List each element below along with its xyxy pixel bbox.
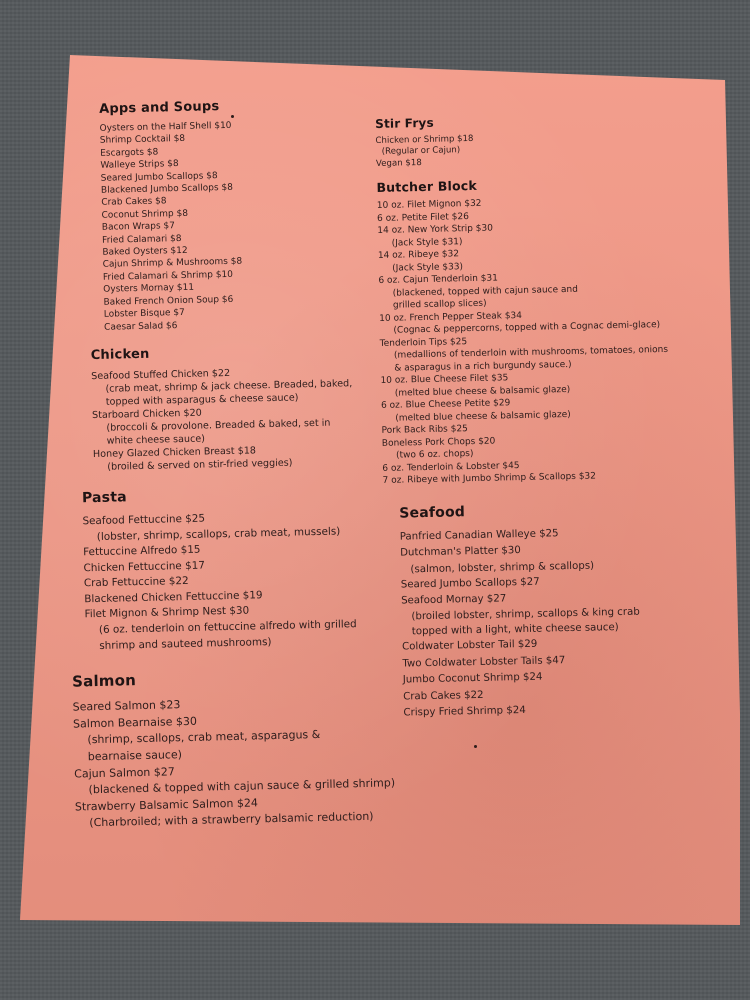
menu-item-title: Crab Cakes $8 bbox=[101, 196, 167, 209]
menu-item-description: (Jack Style $31) bbox=[391, 236, 463, 249]
menu-item-title: Baked French Onion Soup $6 bbox=[103, 294, 234, 308]
menu-item-title: Crispy Fried Shrimp $24 bbox=[403, 704, 526, 719]
menu-item-title: 7 oz. Ribeye with Jumbo Shrimp & Scallops $32 bbox=[382, 471, 597, 487]
menu-item-title: Coconut Shrimp $8 bbox=[101, 208, 189, 221]
menu-item-description: (melted blue cheese & balsamic glaze) bbox=[395, 409, 571, 424]
menu-item-title: Chicken Fettuccine $17 bbox=[83, 559, 205, 574]
menu-item-description: (broccoli & provolone. Breaded & baked, set in bbox=[106, 417, 331, 434]
section-apps bbox=[99, 95, 392, 333]
menu-item-title: Strawberry Balsamic Salmon $24 bbox=[74, 796, 259, 814]
menu-item-title: 6 oz. Cajun Tenderloin $31 bbox=[378, 273, 499, 287]
menu-item-description: (broiled lobster, shrimp, scallops & king crab bbox=[411, 606, 640, 623]
section-heading: Seafood bbox=[399, 503, 466, 522]
menu-item-description: (broiled & served on stir-fried veggies) bbox=[107, 457, 293, 473]
menu-item-description: (Jack Style $33) bbox=[392, 261, 464, 274]
menu-item-title: Pork Back Ribs $25 bbox=[381, 424, 468, 437]
menu-item-description: (blackened, topped with cajun sauce and bbox=[392, 284, 579, 299]
section-pasta bbox=[82, 483, 400, 654]
menu-item-title: Cajun Salmon $27 bbox=[74, 764, 175, 781]
menu-item-description: (lobster, shrimp, scallops, crab meat, mussels) bbox=[96, 524, 341, 543]
menu-item-title: Filet Mignon & Shrimp Nest $30 bbox=[84, 605, 250, 621]
menu-item-title: Fried Calamari & Shrimp $10 bbox=[102, 269, 234, 283]
section-chicken bbox=[91, 341, 396, 474]
menu-item-description: (shrimp, scallops, crab meat, asparagus & bbox=[87, 728, 321, 747]
menu-item-description: topped with asparagus & cheese sauce) bbox=[105, 392, 299, 408]
menu-item-description: (blackened & topped with cajun sauce & grilled shrimp) bbox=[88, 776, 396, 797]
menu-item-title: Salmon Bearnaise $30 bbox=[72, 714, 198, 731]
menu-item-title: Oysters on the Half Shell $10 bbox=[99, 120, 232, 134]
menu-item-title: Blackened Chicken Fettuccine $19 bbox=[84, 589, 263, 606]
section-stir bbox=[375, 110, 706, 170]
menu-item-description: white cheese sauce) bbox=[106, 433, 206, 447]
menu-item-title: Bacon Wraps $7 bbox=[101, 221, 176, 234]
menu-item-title: Seared Salmon $23 bbox=[72, 698, 181, 714]
menu-item bbox=[401, 587, 716, 640]
menu-item-title: 6 oz. Blue Cheese Petite $29 bbox=[380, 398, 511, 412]
menu-item-description: (Regular or Cajun) bbox=[381, 145, 461, 158]
menu-item bbox=[92, 402, 395, 448]
menu-item bbox=[73, 709, 402, 766]
section-seafood bbox=[399, 499, 717, 722]
menu-item-description: (medallions of tenderloin with mushrooms, tomatoes, onions bbox=[393, 345, 669, 361]
menu-item-description: (salmon, lobster, shrimp & scallops) bbox=[410, 560, 595, 575]
menu-item-description: & asparagus in a rich burgundy sauce.) bbox=[394, 359, 572, 374]
menu-item-title: Seared Jumbo Scallops $27 bbox=[400, 576, 540, 591]
menu-item-description: (two 6 oz. chops) bbox=[395, 449, 474, 461]
menu-item-title: Seafood Fettuccine $25 bbox=[82, 512, 206, 528]
menu-item-title: Two Coldwater Lobster Tails $47 bbox=[402, 654, 566, 670]
menu-item-title: Blackened Jumbo Scallops $8 bbox=[100, 182, 234, 196]
menu-item-title: Oysters Mornay $11 bbox=[103, 282, 195, 296]
section-salmon bbox=[72, 665, 404, 832]
menu-item-description: topped with a light, white cheese sauce) bbox=[411, 622, 619, 638]
menu-item-title: Starboard Chicken $20 bbox=[91, 407, 202, 421]
menu-item-description: shrimp and sauteed mushrooms) bbox=[99, 635, 272, 652]
menu-item-title: Escargots $8 bbox=[100, 147, 159, 159]
menu-item-description: (Charbroiled; with a strawberry balsamic reduction) bbox=[89, 810, 374, 830]
menu-item-title: Crab Cakes $22 bbox=[403, 689, 484, 703]
section-butcher bbox=[376, 173, 712, 487]
section-heading: Salmon bbox=[71, 671, 137, 691]
menu-item-title: Tenderloin Tips $25 bbox=[379, 336, 468, 349]
menu-item-title: Shrimp Cocktail $8 bbox=[99, 134, 186, 147]
menu-item-title: Dutchman's Platter $30 bbox=[400, 545, 521, 559]
menu-item bbox=[93, 441, 396, 474]
menu-item-title: Fried Calamari $8 bbox=[102, 233, 182, 246]
menu-item-title: Seafood Mornay $27 bbox=[401, 593, 507, 607]
menu-item-title: 10 oz. French Pepper Steak $34 bbox=[379, 310, 523, 324]
menu-item-description: bearnaise sauce) bbox=[87, 748, 183, 764]
ink-speck bbox=[474, 745, 477, 748]
menu-item-title: 6 oz. Tenderloin & Lobster $45 bbox=[382, 460, 520, 474]
menu-item-title: 6 oz. Petite Filet $26 bbox=[377, 211, 469, 224]
menu-item-description: grilled scallop slices) bbox=[392, 298, 487, 311]
menu-item-title: Lobster Bisque $7 bbox=[103, 308, 185, 320]
section-heading: Apps and Soups bbox=[98, 99, 220, 117]
menu-item-description: (melted blue cheese & balsamic glaze) bbox=[394, 384, 571, 399]
menu-item-title: Chicken or Shrimp $18 bbox=[375, 133, 474, 146]
menu-item-title: Jumbo Coconut Shrimp $24 bbox=[402, 671, 543, 686]
menu-item-title: 14 oz. New York Strip $30 bbox=[377, 223, 494, 237]
menu-right-column bbox=[375, 110, 718, 722]
menu-item-title: Caesar Salad $6 bbox=[103, 320, 178, 333]
menu-item-description: (crab meat, shrimp & jack cheese. Breaded, baked, bbox=[105, 378, 353, 395]
section-heading: Chicken bbox=[90, 346, 150, 363]
menu-item-title: Fettuccine Alfredo $15 bbox=[83, 543, 201, 559]
menu-item bbox=[84, 601, 399, 655]
menu-item-title: Crab Fettuccine $22 bbox=[83, 575, 189, 590]
menu-item-title: Coldwater Lobster Tail $29 bbox=[401, 639, 538, 653]
menu-item-description: (Cognac & peppercorns, topped with a Cognac demi-glace) bbox=[393, 320, 661, 336]
menu-item-title: Boneless Pork Chops $20 bbox=[381, 436, 496, 449]
section-heading: Pasta bbox=[81, 489, 127, 507]
menu-item-title: 10 oz. Filet Mignon $32 bbox=[376, 199, 482, 212]
menu-item-title: Seared Jumbo Scallops $8 bbox=[100, 170, 218, 184]
menu-item-title: 14 oz. Ribeye $32 bbox=[377, 249, 460, 262]
menu-item-title: Panfried Canadian Walleye $25 bbox=[399, 527, 559, 543]
menu-item-title: Seafood Stuffed Chicken $22 bbox=[91, 367, 231, 382]
menu-item-title: Cajun Shrimp & Mushrooms $8 bbox=[102, 257, 243, 271]
section-heading: Butcher Block bbox=[376, 178, 478, 196]
menu-item-title: Vegan $18 bbox=[375, 157, 422, 169]
ink-speck bbox=[231, 115, 234, 118]
menu-item-title: Walleye Strips $8 bbox=[100, 159, 179, 172]
menu-item-description: (6 oz. tenderloin on fettuccine alfredo with grilled bbox=[98, 618, 357, 637]
section-heading: Stir Frys bbox=[375, 115, 434, 131]
menu-item-title: Honey Glazed Chicken Breast $18 bbox=[92, 445, 257, 460]
menu-left-column bbox=[47, 95, 403, 833]
menu-item-title: 10 oz. Blue Cheese Filet $35 bbox=[380, 373, 509, 387]
menu-item-title: Baked Oysters $12 bbox=[102, 245, 188, 258]
menu-item bbox=[91, 363, 394, 409]
